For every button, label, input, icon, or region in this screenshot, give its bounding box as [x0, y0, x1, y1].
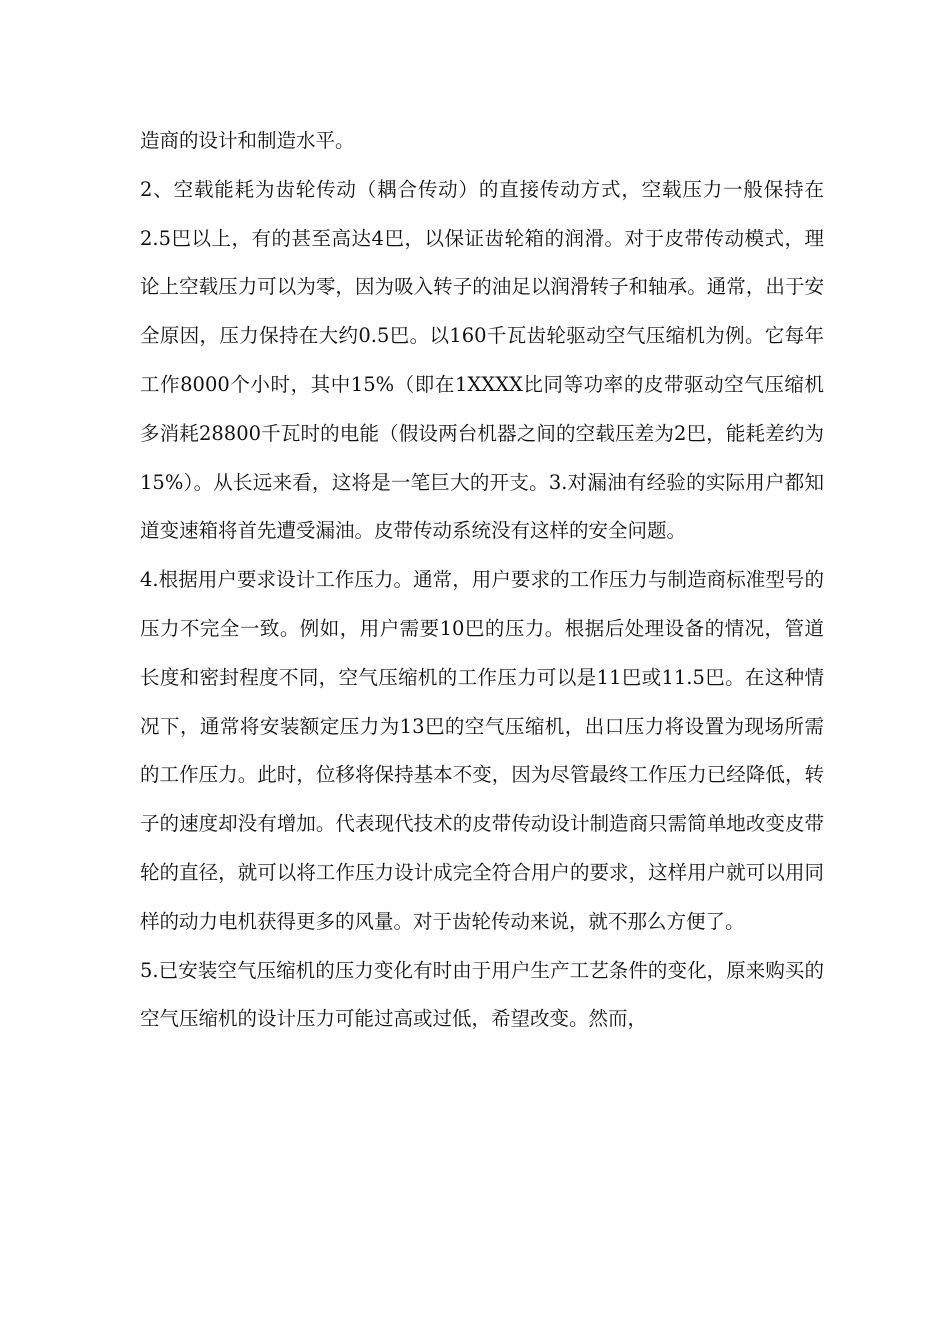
- document-body: [140, 117, 824, 1044]
- paragraph-item-4: 4.根据用户要求设计工作压力。通常，用户要求的工作压力与制造商标准型号的压力不完全一致。例如，用户需要10巴的压力。根据后处理设备的情况，管道长度和密封程度不同，空气压缩机的工作压力可以是11巴或11.5巴。在这种情况下，通常将安装额定压力为13巴的空气压缩机，出口压力将设置为现场所需的工作压力。此时，位移将保持基本不变，因为尽管最终工作压力已经降低，转子的速度却没有增加。代表现代技术的皮带传动设计制造商只需简单地改变皮带轮的直径，就可以将工作压力设计成完全符合用户的要求，这样用户就可以用同样的动力电机获得更多的风量。对于齿轮传动来说，就不那么方便了。: [140, 568, 824, 933]
- paragraph-item-5: 5.已安装空气压缩机的压力变化有时由于用户生产工艺条件的变化，原来购买的空气压缩机的设计压力可能过高或过低，希望改变。然而，: [140, 958, 824, 1031]
- paragraph-continuation: 造商的设计和制造水平。: [140, 129, 355, 152]
- paragraph-item-2: 2、空载能耗为齿轮传动（耦合传动）的直接传动方式，空载压力一般保持在2.5巴以上，有的甚至高达4巴，以保证齿轮箱的润滑。对于皮带传动模式，理论上空载压力可以为零，因为吸入转子的油足以润滑转子和轴承。通常，出于安全原因，压力保持在大约0.5巴。以160千瓦齿轮驱动空气压缩机为例。它每年工作8000个小时，其中15%（即在1XXXX比同等功率的皮带驱动空气压缩机多消耗28800千瓦时的电能（假设两台机器之间的空载压差为2巴，能耗差约为15%）。从长远来看，这将是一笔巨大的开支。3.对漏油有经验的实际用户都知道变速箱将首先遭受漏油。皮带传动系统没有这样的安全问题。: [140, 177, 824, 543]
